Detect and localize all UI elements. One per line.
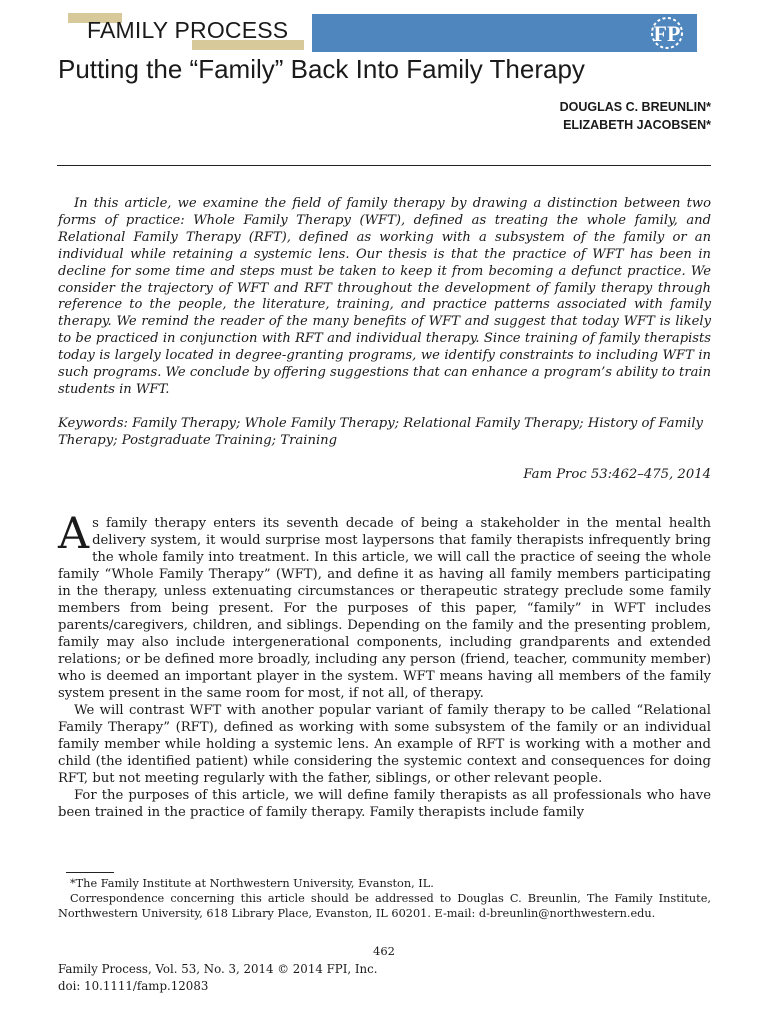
drop-cap: A (58, 509, 90, 559)
journal-name: FAMILY PROCESS (87, 17, 289, 43)
article-title: Putting the “Family” Back Into Family Therapy (58, 54, 585, 84)
footnote-affiliation: *The Family Institute at Northwestern University, Evanston, IL. (70, 877, 434, 890)
body-paragraph-text: s family therapy enters its seventh decade of being a stakeholder in the mental health delivery system, it would surprise most laypersons that family therapists infrequently bring the whole family into treatment. In this article, we will call the practice of seeing the whole family “Whole Family Therapy” (WFT), and define it as having all family members participating in the therapy, unless extenuating circumstances or therapeutic strategy preclude some family members from being present. For the purposes of this paper, “family” in WFT includes parents/caregivers, children, and siblings. Depending on the family and the presenting problem, family may also include intergenerational components, including grandparents and extended relations; or be defined more broadly, including any person (friend, teacher, community member) who is deemed an important player in the system. WFT means having all members of the family system present in the same room for most, if not all, of therapy. (58, 516, 711, 701)
footnote-correspondence: Correspondence concerning this article should be addressed to Douglas C. Breunlin, The Family Institute, Northwestern University, 618 Library Place, Evanston, IL 60201. E-mail: d-breunlin@northwestern.edu. (58, 891, 711, 920)
journal-info: Family Process, Vol. 53, No. 3, 2014 © 2014 FPI, Inc. (58, 962, 378, 976)
author-name: ELIZABETH JACOBSEN* (563, 118, 711, 132)
author-list (560, 98, 711, 134)
doi: doi: 10.1111/famp.12083 (58, 978, 209, 993)
body-text (58, 509, 711, 821)
footnotes (58, 877, 711, 921)
fp-logo-icon (645, 14, 689, 52)
fp-logo-letters: FP (653, 21, 681, 46)
footnote-divider (66, 872, 114, 873)
author-name: DOUGLAS C. BREUNLIN* (559, 100, 711, 114)
footer (58, 961, 377, 994)
body-paragraph: For the purposes of this article, we will define family therapists as all professionals who have been trained in the practice of family therapy. Family therapists include family (58, 788, 711, 820)
body-paragraph: We will contrast WFT with another popular variant of family therapy to be called “Relational Family Therapy” (RFT), defined as working with some subsystem of the family or an individual family member while holding a systemic lens. An example of RFT is working with a mother and child (the identified patient) while considering the systemic context and consequences for doing RFT, but not meeting regularly with the father, siblings, or other relevant people. (58, 703, 711, 786)
abstract: In this article, we examine the field of family therapy by drawing a distinction between two forms of practice: Whole Family Therapy (WFT), defined as treating the whole family, and Relational Family Therapy (RFT), defined as working with a subsystem of the family or an individual while retaining a systemic lens. Our thesis is that the practice of WFT has been in decline for some time and steps must be taken to keep it from becoming a defunct practice. We consider the trajectory of WFT and RFT throughout the development of family therapy through reference to the people, the literature, training, and practice patterns associated with family therapy. We remind the reader of the many benefits of WFT and suggest that today WFT is likely to be practiced in conjunction with RFT and individual therapy. Since training of family therapists today is largely located in degree-granting programs, we identify constraints to including WFT in such programs. We conclude by offering suggestions that can enhance a program’s ability to train students in WFT. (58, 196, 711, 397)
body-paragraph (58, 509, 711, 702)
citation: Fam Proc 53:462–475, 2014 (523, 467, 711, 482)
header-color-band (312, 14, 697, 52)
page-number: 462 (373, 944, 395, 958)
title-divider (57, 165, 711, 166)
keywords: Keywords: Family Therapy; Whole Family Therapy; Relational Family Therapy; History of Family Therapy; Postgraduate Training; Training (58, 416, 704, 448)
